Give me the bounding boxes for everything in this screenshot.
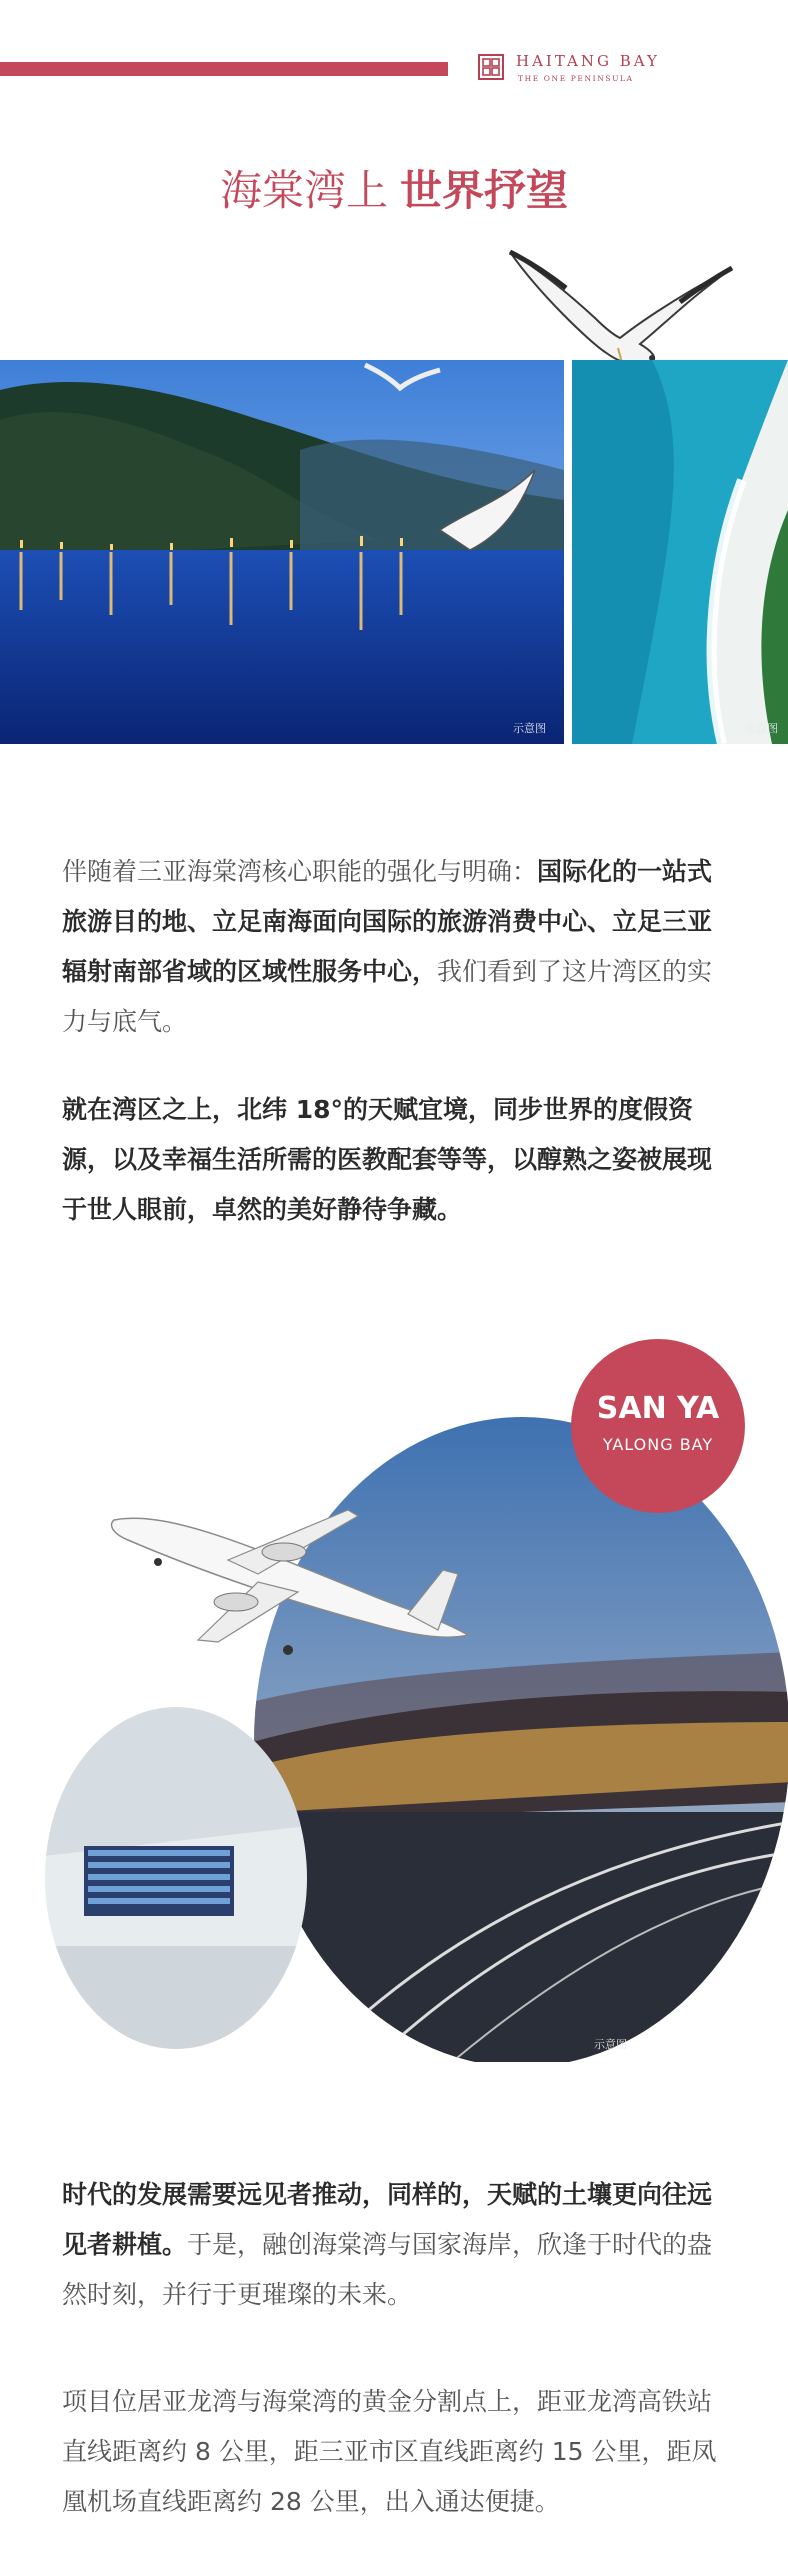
badge-bay: YALONG BAY bbox=[602, 1435, 714, 1454]
badge-city: SAN YA bbox=[596, 1391, 720, 1426]
page-title-bold: 世界抒望 bbox=[400, 166, 569, 215]
intro-tail: 我们看到了这片湾区的实力与底气。 bbox=[62, 957, 713, 1036]
brand-subtitle: THE ONE PENINSULA bbox=[518, 74, 634, 83]
paragraph-vision bbox=[62, 2170, 728, 2320]
beach-caption: 示意图 bbox=[745, 722, 778, 735]
page-title-light: 海棠湾上 bbox=[219, 166, 388, 215]
lake-caption: 示意图 bbox=[513, 722, 546, 735]
location-badge bbox=[571, 1339, 745, 1513]
terminal-photo bbox=[44, 1706, 308, 2050]
brand-logo bbox=[478, 50, 778, 90]
beach-photo bbox=[572, 360, 788, 744]
intro-lead: 伴随着三亚海棠湾核心职能的强化与明确： bbox=[62, 857, 538, 886]
accent-bar bbox=[0, 62, 448, 76]
paragraph-bay bbox=[62, 1085, 728, 1235]
airport-caption: 示意图 bbox=[594, 2038, 627, 2051]
airplane-icon bbox=[108, 1490, 498, 1680]
paragraph-location: 项目位居亚龙湾与海棠湾的黄金分割点上，距亚龙湾高铁站直线距离约 8 公里，距三亚市区直线距离约 15 公里，距凤凰机场直线距离约 28 公里，出入通达便捷。 bbox=[62, 2387, 717, 2516]
brand-title: HAITANG BAY bbox=[516, 52, 660, 70]
vision-highlight: 时代的发展需要远见者推动，同样的，天赋的土壤更向往远见者耕植。 bbox=[62, 2180, 713, 2259]
lake-photo bbox=[0, 360, 564, 744]
vision-tail: 于是，融创海棠湾与国家海岸，欣逢于时代的盎然时刻，并行于更璀璨的未来。 bbox=[62, 2230, 713, 2309]
page-title bbox=[0, 158, 788, 218]
intro-highlight: 国际化的一站式旅游目的地、立足南海面向国际的旅游消费中心、立足三亚辐射南部省域的区域性服务中心， bbox=[62, 857, 713, 986]
bay-highlight: 就在湾区之上，北纬 18°的天赋宜境，同步世界的度假资源，以及幸福生活所需的医教配套等等，以醇熟之姿被展现于世人眼前，卓然的美好静待争藏。 bbox=[62, 1095, 713, 1224]
brand-seal-icon bbox=[478, 54, 504, 80]
paragraph-intro bbox=[62, 847, 728, 1047]
